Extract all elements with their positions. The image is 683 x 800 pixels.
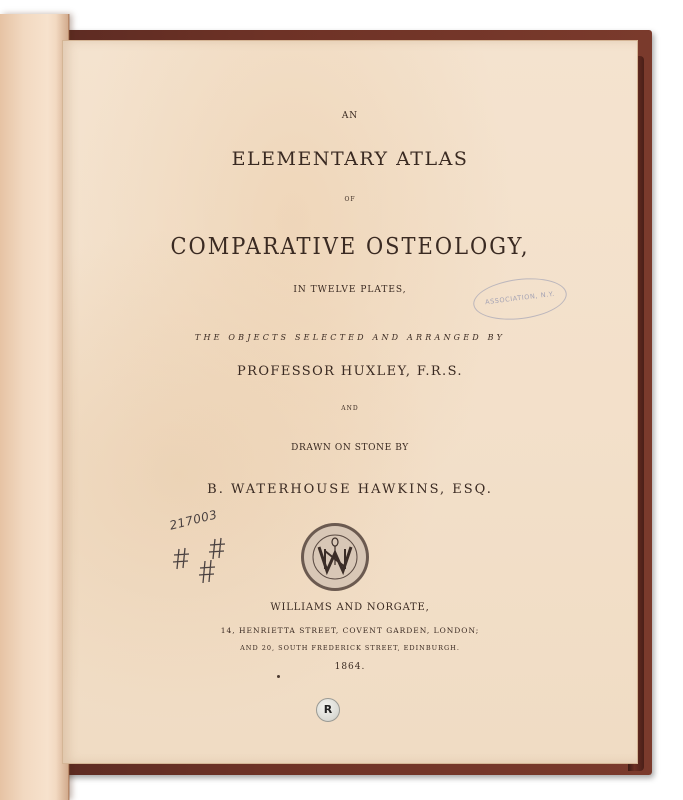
publication-year: 1864.	[334, 662, 366, 672]
library-stamp-text: ASSOCIATION, N.Y.	[484, 289, 556, 307]
pencil-number: 217003	[168, 507, 219, 533]
title-of: OF	[344, 196, 356, 203]
artist-line: B. WATERHOUSE HAWKINS, ESQ.	[207, 482, 493, 497]
publisher-address-london: 14, HENRIETTA STREET, COVENT GARDEN, LONDON;	[220, 626, 480, 635]
hash-marks	[169, 513, 239, 593]
and-line: AND	[341, 405, 359, 412]
title-article: AN	[341, 111, 359, 121]
objects-line: THE OBJECTS SELECTED AND ARRANGED BY	[194, 333, 506, 342]
ink-dot	[277, 675, 280, 678]
drawn-line: DRAWN ON STONE BY	[291, 443, 409, 453]
library-stamp	[471, 273, 569, 324]
title-line-1: ELEMENTARY ATLAS	[231, 148, 469, 170]
title-line-2: COMPARATIVE OSTEOLOGY,	[170, 232, 530, 260]
r-sticker: R	[316, 698, 340, 722]
publisher-address-edinburgh: AND 20, SOUTH FREDERICK STREET, EDINBURGH.	[240, 644, 460, 652]
title-page	[62, 40, 638, 764]
plates-line: IN TWELVE PLATES,	[293, 285, 407, 295]
publisher-name: WILLIAMS AND NORGATE,	[270, 602, 430, 613]
author-line: PROFESSOR HUXLEY, F.R.S.	[237, 364, 463, 379]
pencil-annotation	[168, 507, 239, 593]
publisher-seal	[299, 521, 371, 593]
